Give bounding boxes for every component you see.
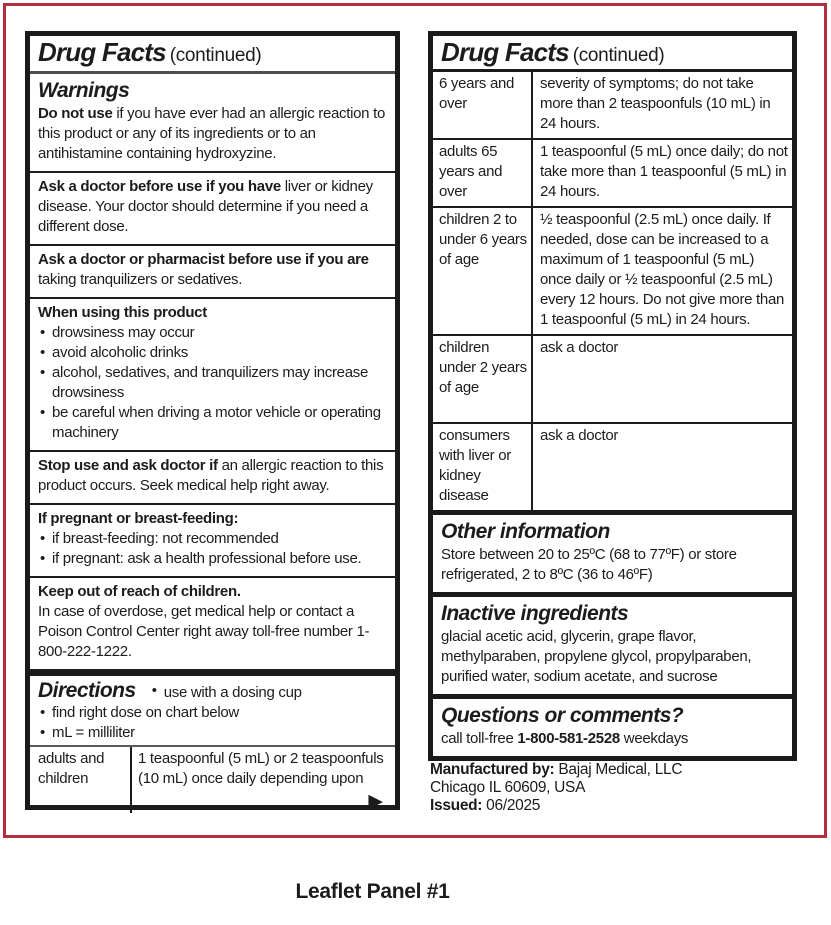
when-using-bullet: • be careful when driving a motor vehicle or operating machinery	[38, 403, 387, 443]
dosing-dose-cell: severity of symptoms; do not take more than 2 teaspoonfuls (10 mL) in 24 hours.	[540, 75, 771, 132]
keep-out-heading: Keep out of reach of children.	[38, 583, 241, 600]
directions-bullet: • mL = milliliter	[38, 723, 387, 743]
when-using-bullet: • avoid alcoholic drinks	[38, 343, 387, 363]
other-information-section	[433, 510, 792, 592]
directions-bullet: • find right dose on chart below	[38, 703, 387, 723]
ask-pharmacist-section	[30, 246, 395, 299]
dosing-table	[433, 72, 792, 510]
drug-facts-title: Drug Facts	[441, 37, 569, 67]
drug-facts-header	[30, 36, 395, 74]
when-using-bullet: • alcohol, sedatives, and tranquilizers may increase drowsiness	[38, 363, 387, 403]
inactive-ingredients-text: glacial acetic acid, glycerin, grape flavor, methylparaben, propylene glycol, propylparaben, purified water, sodium acetate, and sucrose	[441, 628, 752, 685]
directions-inline-bullet: • use with a dosing cup	[150, 684, 302, 701]
leaflet-panel-caption: Leaflet Panel #1	[295, 880, 450, 903]
when-using-heading: When using this product	[38, 304, 207, 321]
ask-doctor-section	[30, 173, 395, 246]
drug-facts-panel-right	[428, 31, 797, 761]
keep-out-text: In case of overdose, get medical help or contact a Poison Control Center right away toll-free number 1-800-222-1222.	[38, 603, 370, 660]
dosing-table-row	[433, 424, 792, 510]
dosing-table-row	[433, 140, 792, 208]
dosing-table-row	[433, 208, 792, 336]
manufacturer-block	[430, 761, 810, 815]
directions-heading: Directions	[38, 679, 136, 702]
drug-facts-title: Drug Facts	[38, 37, 166, 67]
pregnant-section	[30, 505, 395, 578]
continuation-arrow-icon: ▶	[368, 791, 383, 812]
keep-out-section	[30, 578, 395, 671]
warnings-section	[30, 74, 395, 173]
manufacturer-line: Manufactured by: Bajaj Medical, LLC	[430, 761, 683, 778]
dosing-table-row	[433, 336, 792, 424]
drug-facts-continued: (continued)	[572, 45, 665, 66]
do-not-use-paragraph: Do not use if you have ever had an allergic reaction to this product or any of its ingredients or to an antihistamine containing hydroxyzine.	[38, 105, 386, 162]
dosing-age-cell: children 2 to under 6 years of age	[433, 208, 533, 334]
dosing-age-cell: children under 2 years of age	[433, 336, 533, 422]
dosing-dose-cell: ask a doctor	[540, 339, 619, 356]
warnings-heading: Warnings	[38, 79, 130, 102]
inactive-ingredients-section	[433, 592, 792, 694]
dosing-table-row	[433, 72, 792, 140]
questions-section	[433, 694, 792, 756]
drug-facts-continued: (continued)	[169, 45, 262, 66]
other-information-text: Store between 20 to 25ºC (68 to 77ºF) or store refrigerated, 2 to 8ºC (36 to 46ºF)	[441, 546, 737, 583]
dosing-dose-cell: ask a doctor	[540, 427, 619, 444]
when-using-section	[30, 299, 395, 452]
dosing-age-cell: 6 years and over	[433, 72, 533, 138]
other-information-heading: Other information	[441, 520, 610, 543]
dosing-age-cell: consumers with liver or kidney disease	[433, 424, 533, 510]
stop-use-paragraph: Stop use and ask doctor if an allergic reaction to this product occurs. Seek medical help right away.	[38, 457, 384, 494]
issued-line: Issued: 06/2025	[430, 797, 541, 814]
drug-facts-header	[433, 36, 792, 72]
questions-call-line: call toll-free 1-800-581-2528 weekdays	[441, 730, 689, 747]
dosing-dose-cell: 1 teaspoonful (5 mL) once daily; do not take more than 1 teaspoonful (5 mL) in 24 hours.	[540, 143, 788, 200]
when-using-bullet: • drowsiness may occur	[38, 323, 387, 343]
questions-phone-number: 1-800-581-2528	[517, 730, 620, 747]
inactive-ingredients-heading: Inactive ingredients	[441, 602, 629, 625]
pregnant-heading: If pregnant or breast-feeding:	[38, 510, 239, 527]
manufacturer-address: Chicago IL 60609, USA	[430, 779, 586, 796]
questions-heading: Questions or comments?	[441, 704, 684, 727]
directions-dose-text: 1 teaspoonful (5 mL) or 2 teaspoonfuls (10 mL) once daily depending upon	[138, 750, 384, 787]
directions-dose-who: adults and children	[30, 747, 132, 813]
ask-doctor-paragraph: Ask a doctor before use if you have liver or kidney disease. Your doctor should determine if you need a different dose.	[38, 178, 373, 235]
ask-pharmacist-paragraph: Ask a doctor or pharmacist before use if you are taking tranquilizers or sedatives.	[38, 251, 369, 288]
dosing-dose-cell: ½ teaspoonful (2.5 mL) once daily. If needed, dose can be increased to a maximum of 1 teaspoonful (5 mL) once daily or ½ teaspoonful (2.5 mL) every 12 hours. Do not give more than 1 teaspoonful (5 mL) in 24 hours.	[540, 211, 785, 328]
directions-section	[30, 671, 395, 813]
directions-dose-table	[30, 747, 395, 813]
pregnant-bullet: • if pregnant: ask a health professional before use.	[38, 549, 387, 569]
dosing-age-cell: adults 65 years and over	[433, 140, 533, 206]
pregnant-bullet: • if breast-feeding: not recommended	[38, 529, 387, 549]
drug-facts-panel-left	[25, 31, 400, 810]
stop-use-section	[30, 452, 395, 505]
